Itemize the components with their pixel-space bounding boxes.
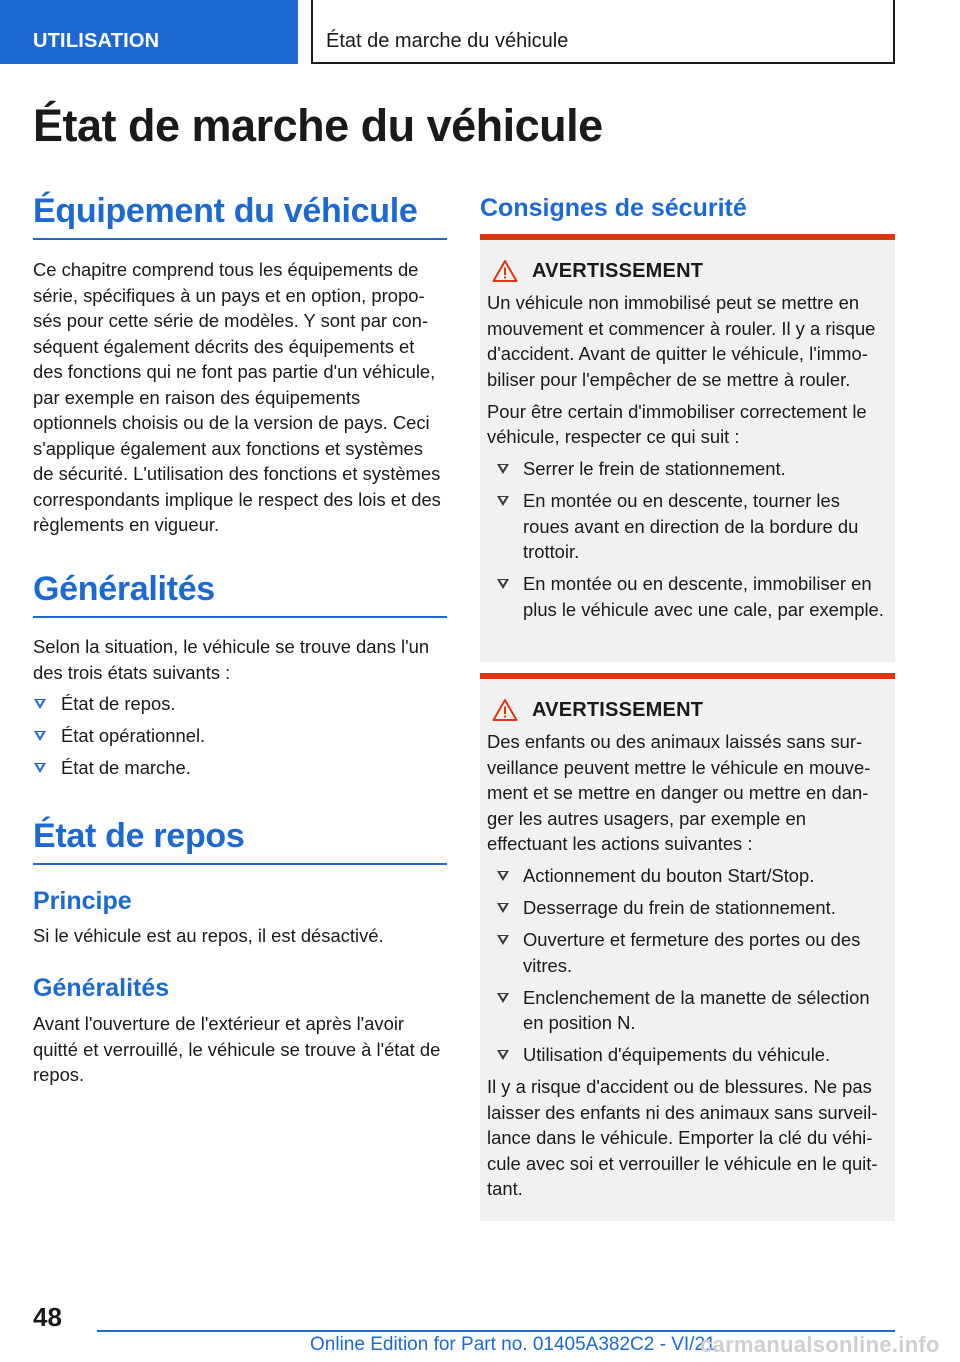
watermark: carmanualsonline.info (700, 1332, 940, 1357)
triangle-bullet-icon (34, 731, 46, 741)
list-item: En montée ou en descente, immobiliser en plus le véhicule avec une cale, par exemple. (496, 571, 888, 622)
warning-triangle-icon (492, 259, 518, 283)
warning-box-1 (480, 234, 895, 662)
heading-principe: Principe (33, 887, 132, 915)
page-title: État de marche du véhicule (33, 100, 603, 151)
principe-body: Si le véhicule est au repos, il est désactivé. (33, 925, 384, 946)
list-item: Enclenchement de la manette de sélection en position N. (496, 985, 888, 1036)
list-item: Ouverture et fermeture des portes ou des vitres. (496, 927, 888, 978)
warning-header (487, 696, 888, 724)
triangle-bullet-icon (497, 579, 509, 589)
warning-list (487, 863, 888, 1068)
heading-equipement: Équipement du véhicule (33, 193, 447, 240)
list-item: Actionnement du bouton Start/Stop. (496, 863, 888, 889)
warning-text: Il y a risque d'accident ou de blessures. Ne pas laisser des enfants ni des animaux sans surveillance dans le véhicule. Emporter la clé du véhicule avec soi et verrouiller le véhicule en le quittant. (487, 1076, 878, 1199)
warning-text: Un véhicule non immobilisé peut se mettre en mouvement et commencer à rouler. Il y a risque d'accident. Avant de quitter le véhicule, l'immobiliser pour l'empêcher de se mettre à rouler. (487, 292, 876, 390)
triangle-bullet-icon (497, 903, 509, 913)
list-item: En montée ou en descente, tourner les roues avant en direction de la bordure du trottoir. (496, 488, 888, 565)
heading-consignes: Consignes de sécurité (480, 194, 747, 222)
list-item: Utilisation d'équipements du véhicule. (496, 1042, 888, 1068)
header-section-tab (0, 0, 298, 64)
warning-header (487, 257, 888, 285)
header-chapter-box (311, 0, 895, 64)
triangle-bullet-icon (497, 464, 509, 474)
warning-box-2 (480, 673, 895, 1221)
triangle-bullet-icon (497, 496, 509, 506)
triangle-bullet-icon (34, 699, 46, 709)
warning-list (487, 456, 888, 622)
warning-triangle-icon (492, 698, 518, 722)
list-item: État opérationnel. (33, 723, 447, 749)
states-list (33, 691, 447, 787)
warning-text: Pour être certain d'immobiliser correctement le véhicule, respecter ce qui suit : (487, 400, 867, 447)
generalites-body: Selon la situation, le véhicule se trouve dans l'un des trois états suivants : (33, 636, 430, 683)
warning-title: AVERTISSEMENT (532, 259, 704, 282)
warning-text: Des enfants ou des animaux laissés sans surveillance peuvent mettre le véhicule en mouvement et se mettre en danger ou mettre en danger les autres usagers, par exemple en effectuant les actions suivantes : (487, 731, 871, 854)
list-item: Serrer le frein de stationnement. (496, 456, 888, 482)
footer-edition: Online Edition for Part no. 01405A382C2 - VI/21 (310, 1334, 716, 1355)
warning-title: AVERTISSEMENT (532, 698, 704, 721)
header-section-label: UTILISATION (33, 30, 160, 52)
list-item: État de repos. (33, 691, 447, 717)
heading-generalites: Généralités (33, 571, 447, 618)
list-item: Desserrage du frein de stationnement. (496, 895, 888, 921)
triangle-bullet-icon (497, 871, 509, 881)
triangle-bullet-icon (497, 993, 509, 1003)
triangle-bullet-icon (497, 935, 509, 945)
equipement-body: Ce chapitre comprend tous les équipements de série, spécifiques à un pays et en option, proposés pour cette série de modèles. Y sont par conséquent également décrits des équipements et des fonctions qui ne font pas partie d'un véhicule, par exemple en raison des équipements optionnels choisis ou de la version de pays. Ceci s'applique également aux fonctions et systèmes de sécurité. L'utilisation des fonctions et systèmes correspondants implique le respect des lois et des règlements en vigueur. (33, 259, 441, 535)
page-number: 48 (33, 1302, 62, 1332)
generalites-repos-body: Avant l'ouverture de l'extérieur et après l'avoir quitté et verrouillé, le véhicule se trouve à l'état de repos. (33, 1013, 441, 1085)
header-chapter-label: État de marche du véhicule (326, 30, 569, 52)
list-item: État de marche. (33, 755, 447, 781)
triangle-bullet-icon (497, 1050, 509, 1060)
heading-generalites-repos: Généralités (33, 974, 170, 1002)
heading-etat-repos: État de repos (33, 818, 447, 865)
triangle-bullet-icon (34, 763, 46, 773)
